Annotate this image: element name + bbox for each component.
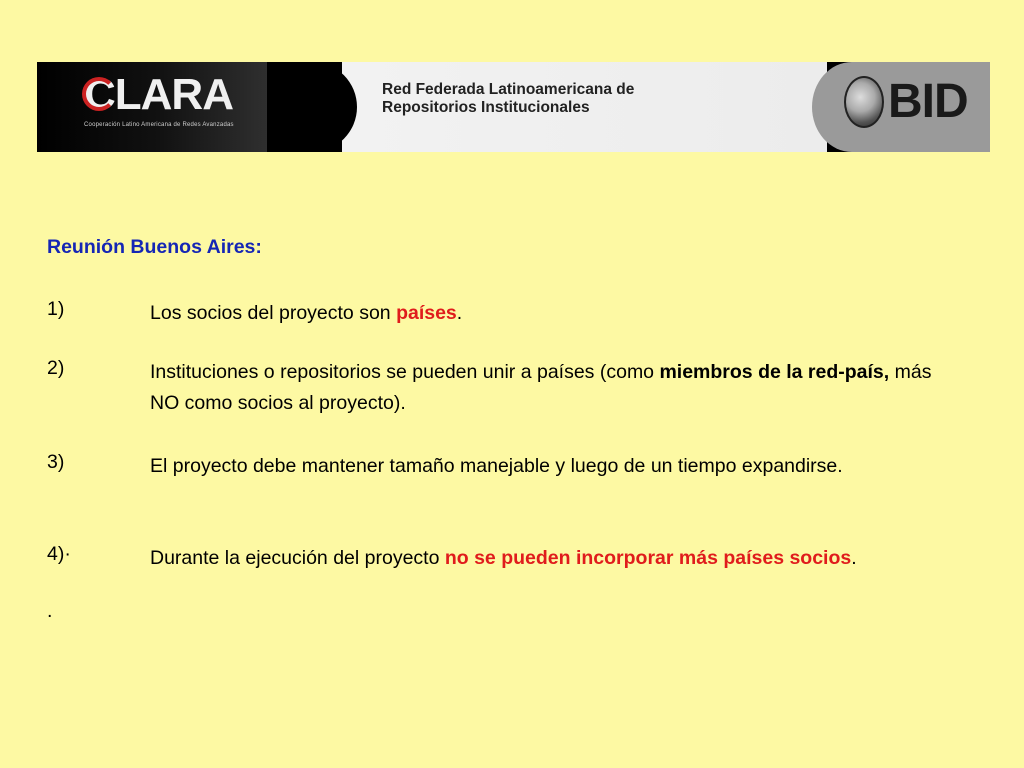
banner-title-line2: Repositorios Institucionales — [382, 99, 590, 116]
item-text-after: . — [851, 547, 857, 569]
list-item-text — [150, 298, 950, 329]
list-item-text: El proyecto debe mantener tamaño manejable y luego de un tiempo expandirse. — [150, 455, 843, 477]
item-text-before: Durante la ejecución del proyecto — [150, 547, 445, 569]
list-item-text — [150, 357, 950, 419]
item-text-before: Los socios del proyecto son — [150, 302, 397, 324]
slide-heading: Reunión Buenos Aires: — [47, 236, 262, 258]
list-item-number: 2) — [47, 357, 65, 379]
bid-wordmark: BID — [888, 75, 968, 128]
banner-wave-shape — [267, 62, 357, 152]
clara-subtitle: Cooperación Latino Americana de Redes Avanzadas — [84, 122, 234, 128]
list-item-number: 1) — [47, 298, 65, 320]
banner-title-line1: Red Federada Latinoamericana de — [382, 81, 635, 98]
item-bold: miembros de la red-país, — [659, 361, 890, 383]
item-text-after: . — [456, 302, 463, 324]
item-highlight: no se pueden incorporar más países socios — [444, 547, 852, 569]
trailing-mark: . — [47, 600, 53, 622]
header-banner — [37, 62, 990, 152]
list-item-text — [150, 543, 950, 574]
clara-ring-icon — [82, 77, 116, 111]
list-item-number: 3) — [47, 451, 65, 473]
list-item-number: 4)· — [47, 543, 71, 565]
clara-wordmark: CLARA — [84, 70, 233, 119]
item-text-before: Instituciones o repositorios se pueden unir a países (como — [150, 361, 660, 383]
clara-logo — [82, 72, 234, 128]
item-text-after: más NO como socios al proyecto). — [150, 361, 932, 414]
item-highlight: países — [396, 302, 457, 324]
globe-icon — [844, 76, 884, 128]
banner-title — [382, 81, 634, 117]
bid-logo — [844, 76, 968, 128]
